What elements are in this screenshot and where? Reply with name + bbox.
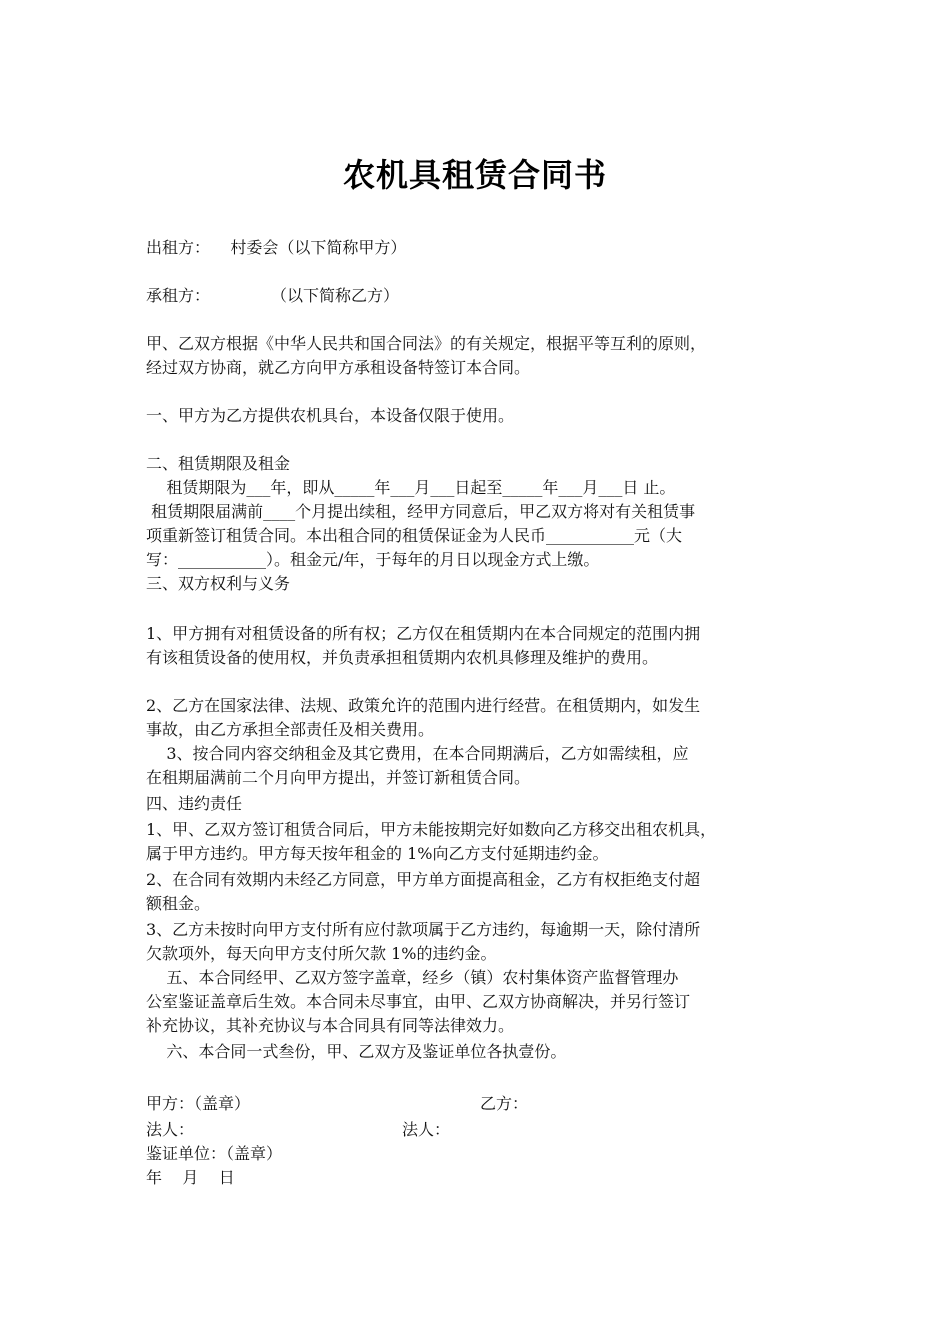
clause-3-2-line-2: 事故，由乙方承担全部责任及相关费用。 [146,720,435,739]
clause-4-3-line-2: 欠款项外，每天向甲方支付所欠款 1%的违约金。 [146,944,497,963]
lessee-line: 承租方： （以下简称乙方） [146,286,400,305]
clause-1: 一、甲方为乙方提供农机具台，本设备仅限于使用。 [146,406,515,425]
clause-4-heading: 四、违约责任 [146,794,243,813]
clause-5-line-2: 公室鉴证盖章后生效。本合同未尽事宜，由甲、乙双方协商解决，并另行签订 [146,992,691,1011]
clause-3-2-line-1: 2、乙方在国家法律、法规、政策允许的范围内进行经营。在租赁期内，如发生 [146,696,701,715]
party-b-label: 乙方： [480,1094,529,1113]
clause-5-line-3: 补充协议，其补充协议与本合同具有同等法律效力。 [146,1016,515,1035]
preamble-line-2: 经过双方协商，就乙方向甲方承租设备特签订本合同。 [146,358,531,377]
legal-rep-b: 法人： [402,1120,451,1139]
clause-3-heading: 三、双方权利与义务 [146,574,291,593]
preamble-line-1: 甲、乙双方根据《中华人民共和国合同法》的有关规定，根据平等互利的原则， [146,334,707,353]
clause-3-1-line-1: 1、甲方拥有对租赁设备的所有权；乙方仅在租赁期内在本合同规定的范围内拥 [146,624,701,643]
clause-3-3-line-1: 3、按合同内容交纳租金及其它费用，在本合同期满后，乙方如需续租，应 [146,744,689,763]
clause-3-1-line-2: 有该租赁设备的使用权，并负责承担租赁期内农机具修理及维护的费用。 [146,648,659,667]
clause-3-3-line-2: 在租期届满前二个月向甲方提出，并签订新租赁合同。 [146,768,531,787]
clause-2-heading: 二、租赁期限及租金 [146,454,291,473]
clause-5-line-1: 五、本合同经甲、乙双方签字盖章，经乡（镇）农村集体资产监督管理办 [146,968,679,987]
clause-4-1-line-2: 属于甲方违约。甲方每天按年租金的 1%向乙方支付延期违约金。 [146,844,609,863]
document-title: 农机具租赁合同书 [342,156,607,194]
clause-4-3-line-1: 3、乙方未按时向甲方支付所有应付款项属于乙方违约，每逾期一天，除付清所 [146,920,701,939]
clause-4-2-line-1: 2、在合同有效期内未经乙方同意，甲方单方面提高租金，乙方有权拒绝支付超 [146,870,701,889]
lessor-line: 出租方： 村委会（以下简称甲方） [146,238,407,257]
clause-2-line-1: 租赁期限为___年，即从_____年___月___日起至_____年___月___日 止。 [146,478,676,497]
legal-rep-a: 法人： [146,1120,195,1139]
clause-4-1-line-1: 1、甲、乙双方签订租赁合同后，甲方未能按期完好如数向乙方移交出租农机具， [146,820,717,839]
signing-date: 年 月 日 [146,1168,235,1187]
clause-6: 六、本合同一式叁份，甲、乙双方及鉴证单位各执壹份。 [146,1042,567,1061]
clause-2-line-4: 写：___________）。租金元/年，于每年的月日以现金方式上缴。 [146,550,600,569]
clause-2-line-3: 项重新签订租赁合同。本出租合同的租赁保证金为人民币___________元（大 [146,526,683,545]
clause-2-line-2: 租赁期限届满前____个月提出续租，经甲方同意后，甲乙双方将对有关租赁事 [146,502,696,521]
witness-unit-seal: 鉴证单位：（盖章） [146,1144,283,1163]
clause-4-2-line-2: 额租金。 [146,894,211,913]
party-a-seal: 甲方：（盖章） [146,1094,251,1113]
